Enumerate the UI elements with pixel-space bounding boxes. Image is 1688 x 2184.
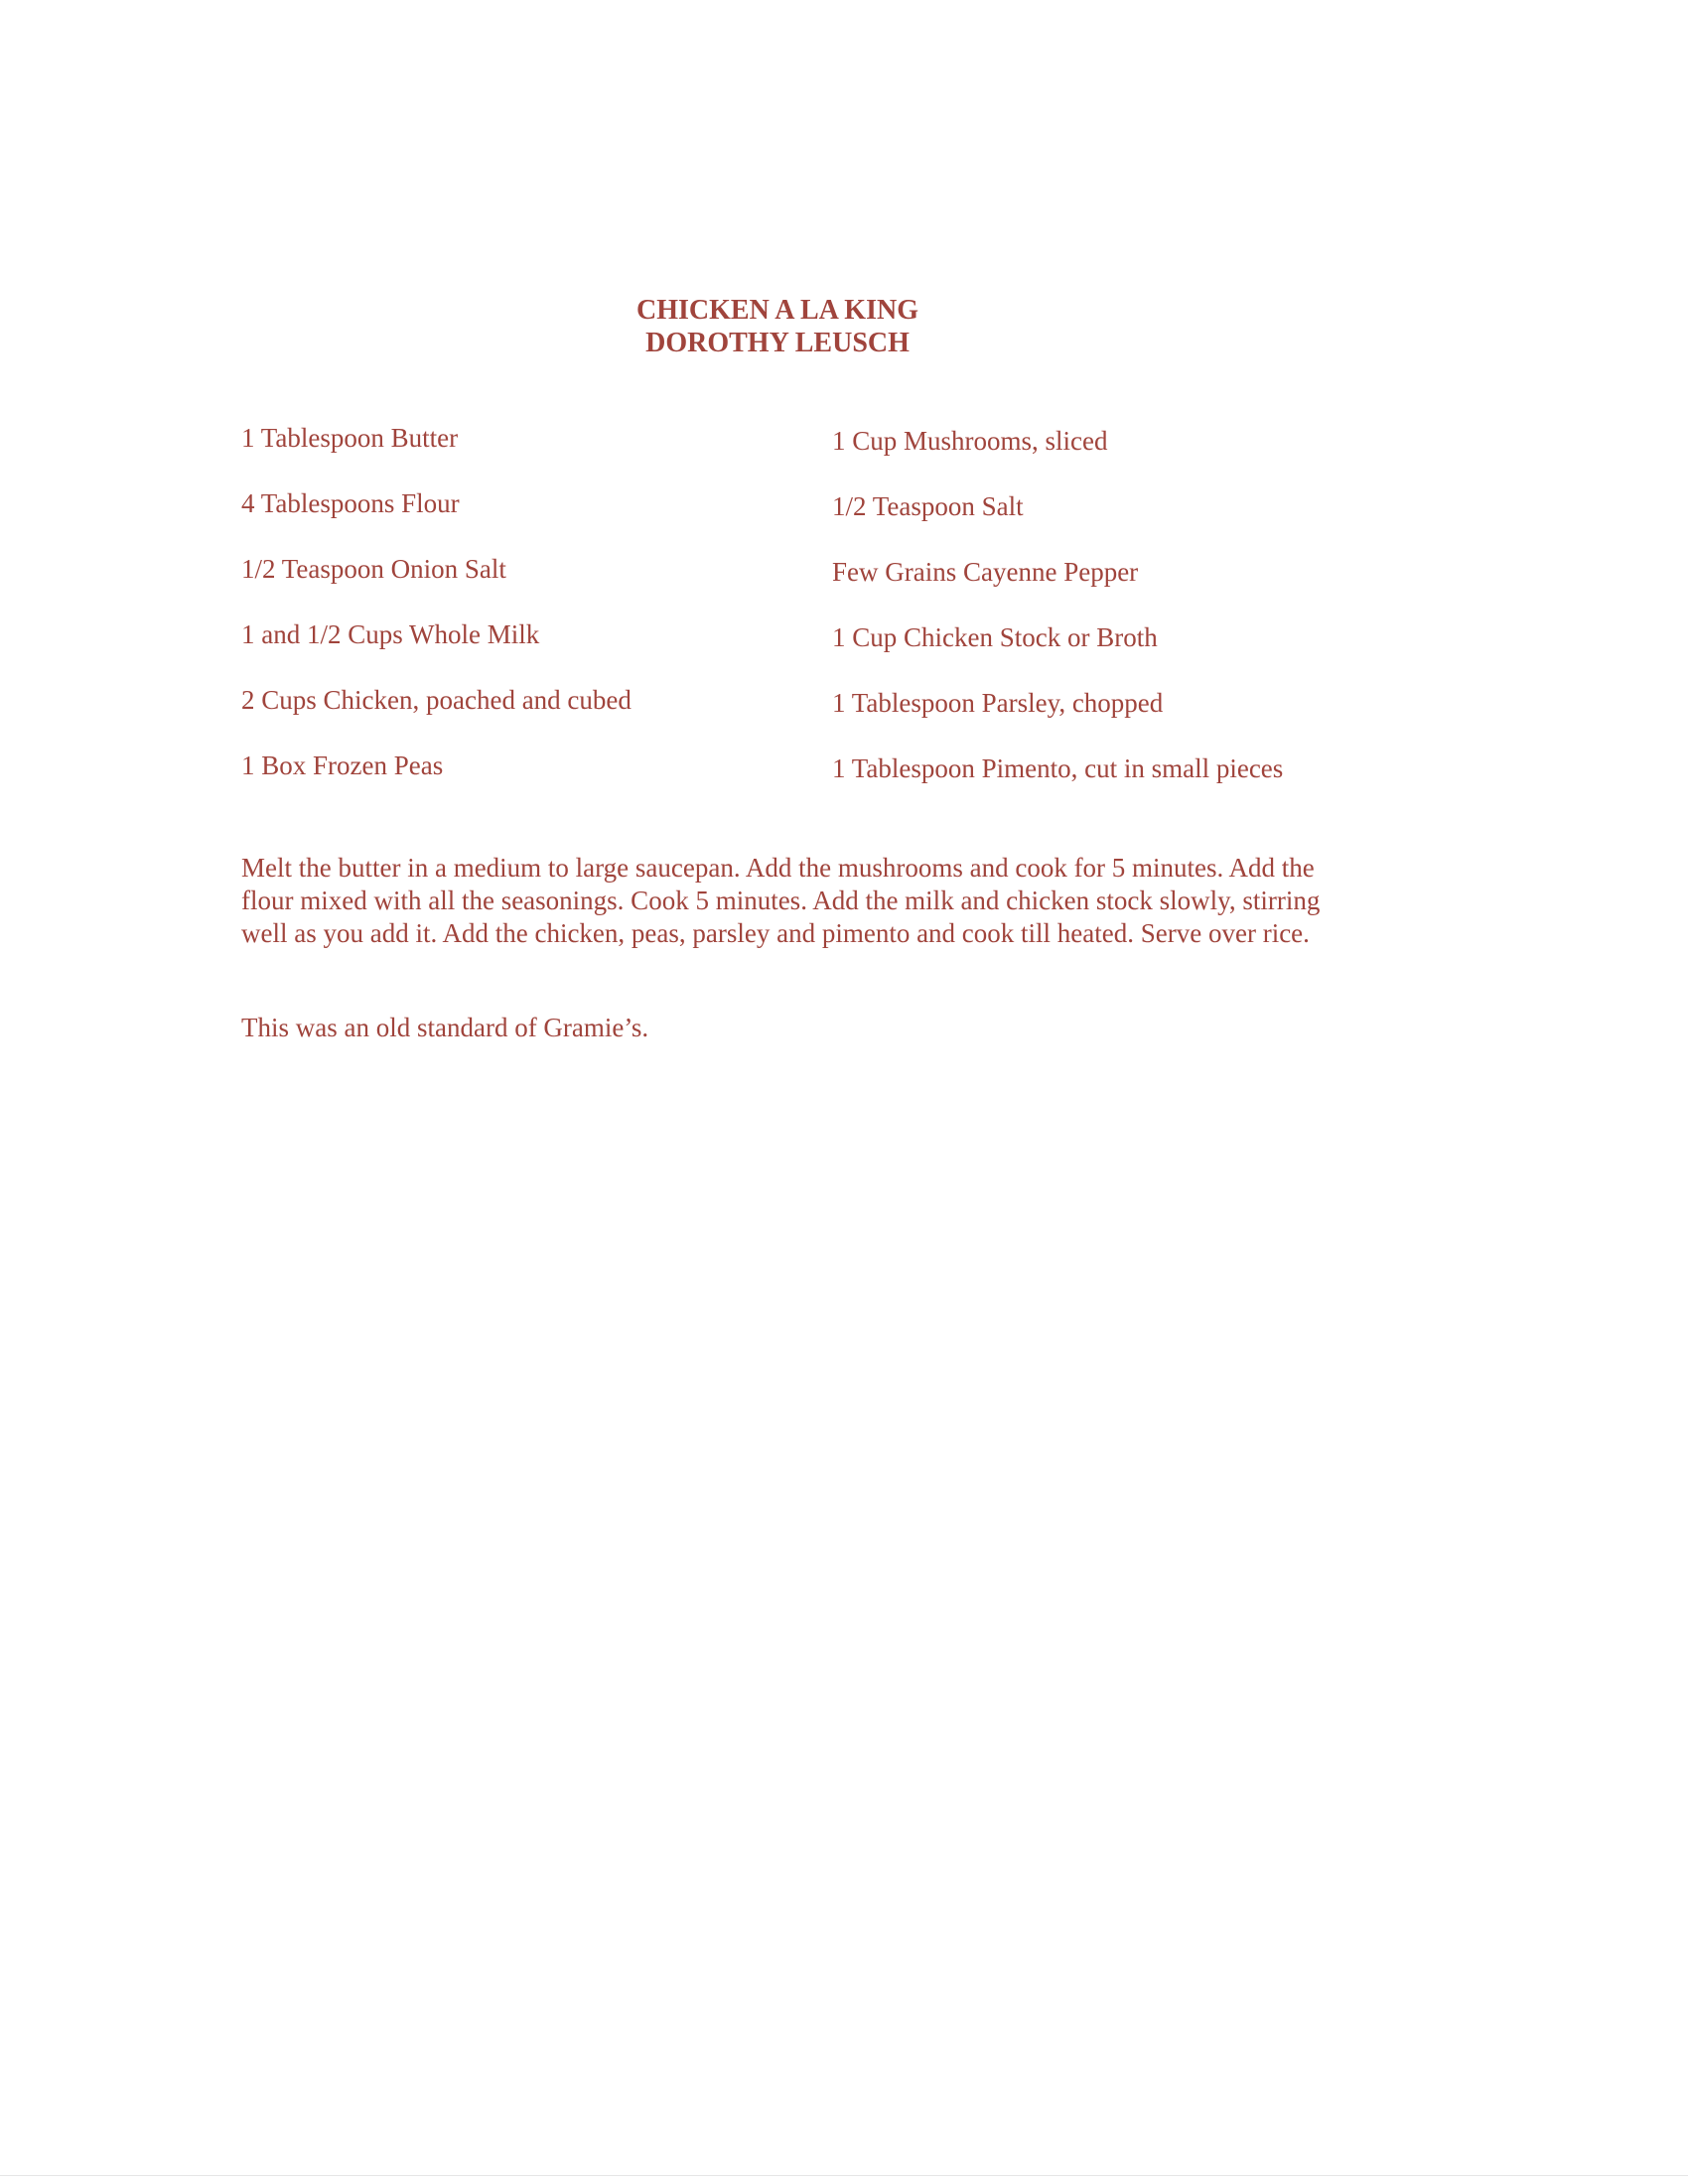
recipe-header (0, 294, 1555, 359)
recipe-title: CHICKEN A LA KING (636, 295, 918, 326)
instruction-line: Melt the butter in a medium to large saucepan. Add the mushrooms and cook for 5 minutes. Add the (241, 853, 1315, 883)
ingredient-item: 1 and 1/2 Cups Whole Milk (241, 619, 540, 649)
page-bottom-edge (0, 2175, 1688, 2176)
instruction-line: well as you add it. Add the chicken, peas, parsley and pimento and cook till heated. Serve over rice. (241, 918, 1310, 948)
ingredient-item: 1 Tablespoon Butter (241, 423, 459, 453)
ingredient-item: 1 Box Frozen Peas (241, 751, 444, 780)
ingredient-item: 1 Cup Mushrooms, sliced (832, 426, 1108, 456)
ingredient-item: 4 Tablespoons Flour (241, 488, 460, 518)
recipe-author: DOROTHY LEUSCH (645, 328, 910, 358)
recipe-note: This was an old standard of Gramie’s. (241, 1013, 649, 1042)
ingredient-item: 1/2 Teaspoon Onion Salt (241, 554, 506, 584)
ingredient-item: 1 Cup Chicken Stock or Broth (832, 622, 1158, 652)
ingredient-item: 1 Tablespoon Parsley, chopped (832, 688, 1164, 718)
ingredient-item: 2 Cups Chicken, poached and cubed (241, 685, 632, 715)
recipe-instructions (241, 852, 1403, 950)
ingredient-item: 1/2 Teaspoon Salt (832, 491, 1024, 521)
ingredient-item: Few Grains Cayenne Pepper (832, 557, 1139, 587)
ingredients-left-column (241, 422, 632, 815)
instruction-line: flour mixed with all the seasonings. Cook 5 minutes. Add the milk and chicken stock slowly, stirring (241, 886, 1321, 915)
ingredient-item: 1 Tablespoon Pimento, cut in small pieces (832, 753, 1284, 783)
ingredients-right-column (832, 425, 1283, 818)
